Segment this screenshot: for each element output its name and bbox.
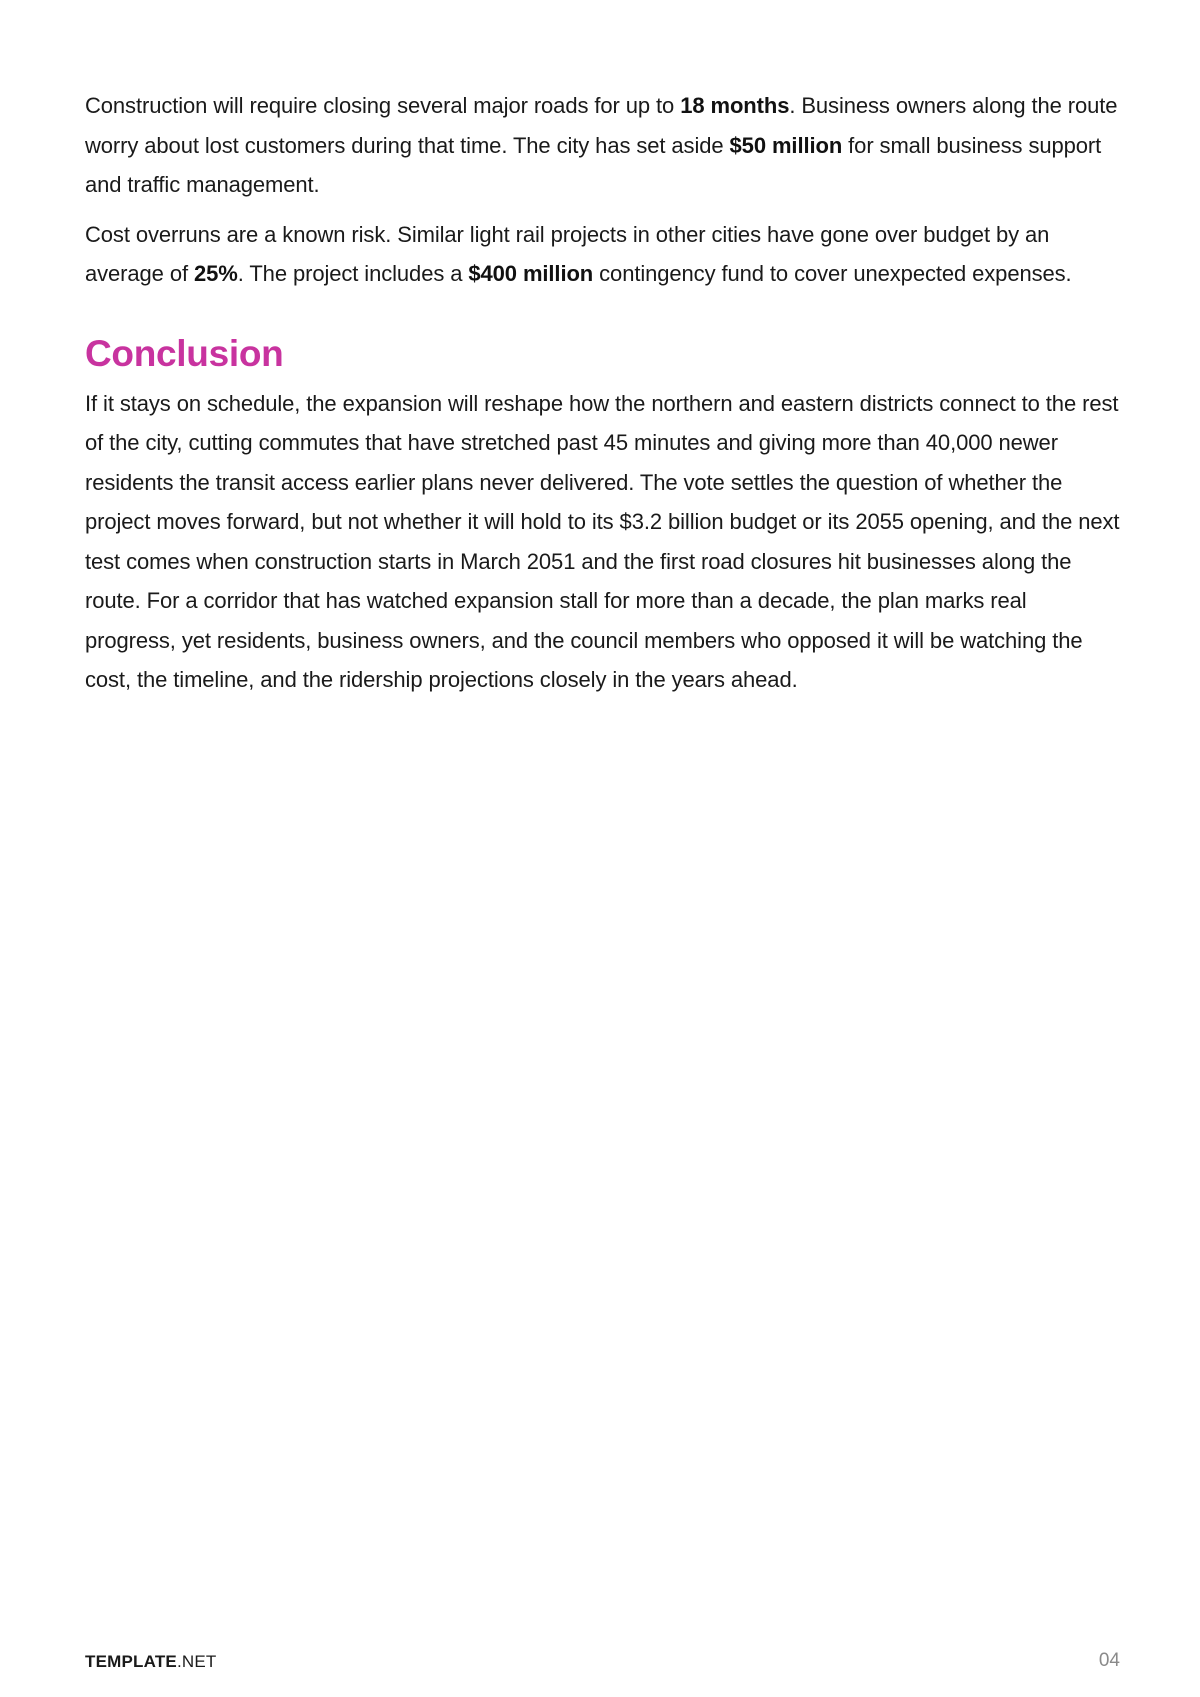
highlight-duration: 18 months — [680, 93, 790, 118]
paragraph-text: contingency fund to cover unexpected expenses. — [593, 261, 1072, 286]
document-page — [85, 86, 1120, 710]
paragraph-cost-overruns — [85, 215, 1120, 294]
highlight-overrun-rate: 25% — [193, 261, 238, 286]
paragraph-text: . The project includes a — [237, 261, 469, 286]
paragraph-text: for small business support and traffic management. — [85, 132, 1102, 197]
paragraph-road-closures — [85, 86, 1120, 205]
paragraph-text: Construction will require closing several major roads for up to — [85, 93, 681, 118]
page-number: 04 — [1098, 1650, 1120, 1671]
paragraph-conclusion: If it stays on schedule, the expansion will reshape how the northern and eastern districts connect to the rest of the city, cutting commutes that have stretched past 45 minutes and giving more than 40,000 newer residents the transit access earlier plans never delivered. The vote settles the question of whether the project moves forward, but not whether it will hold to its $3.2 billion budget or its 2055 opening, and the next test comes when construction starts in March 2051 and the first road closures hit businesses along the route. For a corridor that has watched expansion stall for more than a decade, the plan marks real progress, yet residents, business owners, and the council members who opposed it will be watching the cost, the timeline, and the ridership projections closely in the years ahead. — [85, 390, 1120, 692]
brand-name: TEMPLATE — [85, 1652, 177, 1671]
footer-brand-logo — [85, 1652, 216, 1672]
brand-suffix: .NET — [176, 1652, 217, 1671]
section-heading-conclusion: Conclusion — [85, 332, 284, 374]
paragraph-text: Cost overruns are a known risk. Similar light rail projects in other cities have gone over budget by an average of — [85, 221, 1050, 286]
highlight-support-fund: $50 million — [729, 132, 843, 158]
paragraph-text: . Business owners along the route worry about lost customers during that time. The city has set aside — [85, 93, 1118, 158]
highlight-contingency-fund: $400 million — [468, 261, 594, 286]
